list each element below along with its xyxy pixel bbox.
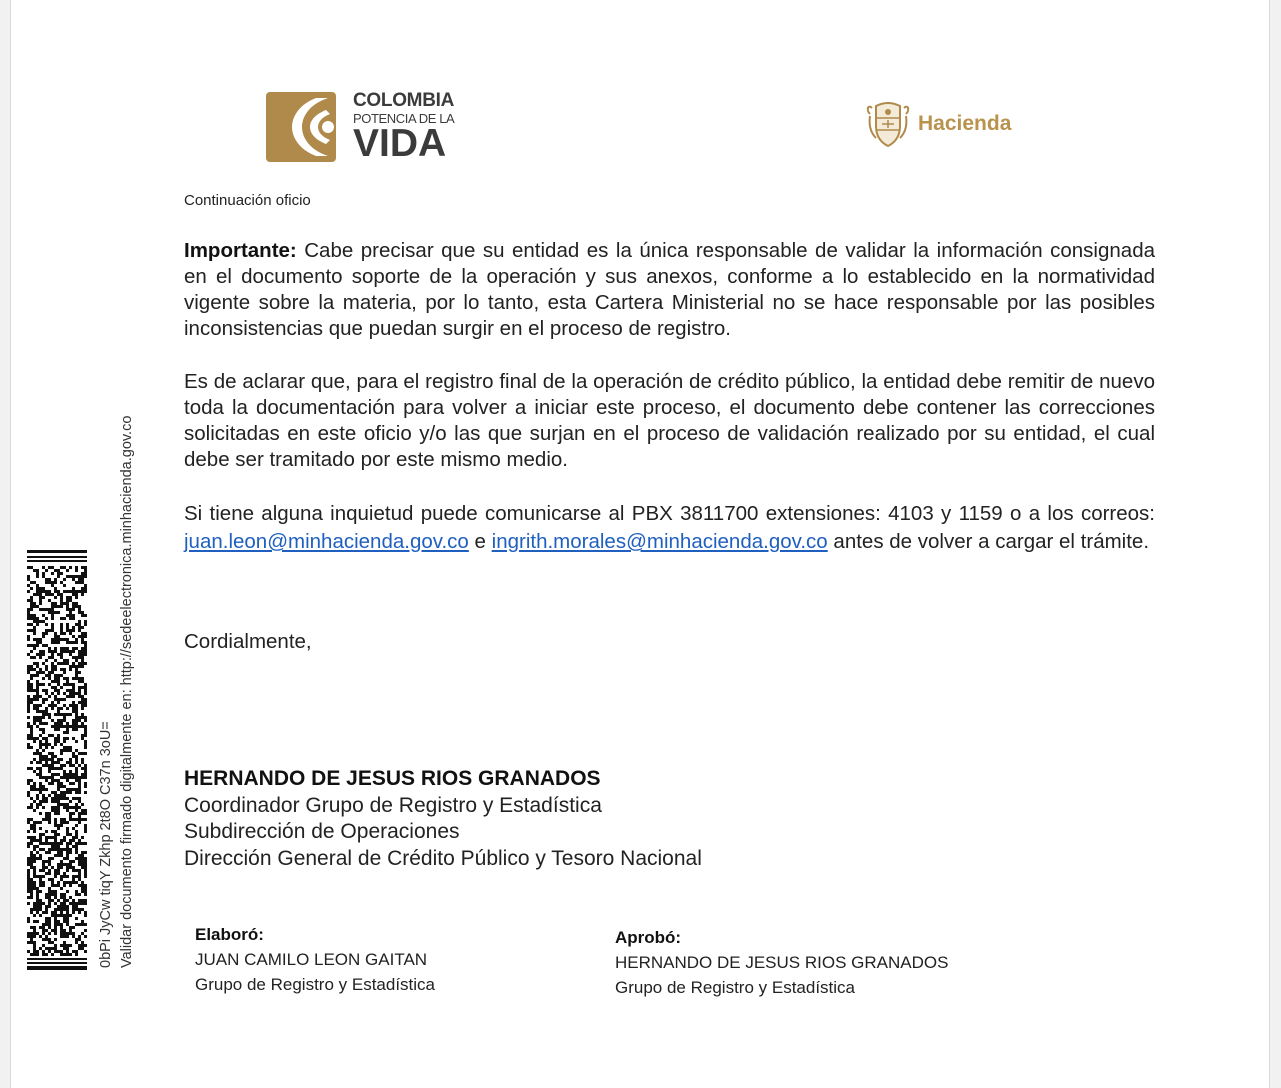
coat-of-arms-icon — [866, 100, 910, 150]
email-link-juan-leon[interactable]: juan.leon@minhacienda.gov.co — [184, 530, 469, 553]
paragraph-important — [184, 238, 1155, 342]
aprobo-name: HERNANDO DE JESUS RIOS GRANADOS — [615, 953, 949, 972]
colombia-potencia-vida-logo — [266, 88, 481, 164]
logo-mark-icon — [266, 92, 344, 162]
elaboro-group: Grupo de Registro y Estadística — [195, 975, 436, 994]
important-label: Importante: — [184, 239, 297, 262]
logo-line-3: VIDA — [353, 122, 447, 165]
elaboro-label: Elaboró: — [195, 925, 264, 944]
paragraph-clarification: Es de aclarar que, para el registro final de la operación de crédito público, la entidad debe remitir de nuevo toda la documentación para volver a iniciar este proceso, el documento debe contener las correcciones solicitadas en este oficio y/o las que surjan en el proceso de validación realizado por su entidad, el cual debe ser tramitado por este mismo medio. — [184, 370, 1155, 471]
signer-block — [184, 766, 702, 872]
aprobo-block — [615, 925, 948, 1000]
email-link-ingrith-morales[interactable]: ingrith.morales@minhacienda.gov.co — [491, 530, 828, 553]
elaboro-block — [195, 922, 435, 997]
hacienda-logo — [866, 98, 1036, 154]
validation-code-text: 0bPi JyCw tiqY Zkhp 2t8O C37n 3oU= — [98, 721, 114, 968]
aprobo-label: Aprobó: — [615, 928, 682, 947]
closing: Cordialmente, — [184, 630, 312, 653]
important-text: Cabe precisar que su entidad es la única responsable de validar la información consignada en el documento soporte de la operación y sus anexos, conforme a lo establecido en la normatividad vigente sobre la materia, por lo tanto, esta Cartera Ministerial no se hace responsable por las posibles inconsistencias que puedan surgir en el proceso de registro. — [184, 239, 1155, 340]
hacienda-logo-text: Hacienda — [918, 112, 1012, 135]
validation-url-text: Validar documento firmado digitalmente en: http://sedeelectronica.minhacienda.gov.co — [119, 415, 135, 968]
signer-name: HERNANDO DE JESUS RIOS GRANADOS — [184, 767, 601, 790]
logo-line-1: COLOMBIA — [353, 90, 455, 111]
contact-text-before: Si tiene alguna inquietud puede comunicarse al PBX 3811700 extensiones: 4103 y 1159 o a los correos: — [184, 502, 1155, 525]
signer-title-2: Subdirección de Operaciones — [184, 820, 460, 843]
reference-line: Continuación oficio — [184, 192, 311, 209]
signer-title-3: Dirección General de Crédito Público y Tesoro Nacional — [184, 846, 702, 870]
contact-text-after: antes de volver a cargar el trámite. — [827, 530, 1150, 553]
elaboro-name: JUAN CAMILO LEON GAITAN — [195, 950, 428, 969]
paragraph-contact — [184, 500, 1155, 556]
contact-text-mid: e — [468, 530, 492, 553]
signer-title-1: Coordinador Grupo de Registro y Estadística — [184, 793, 602, 817]
document-page — [10, 0, 1270, 1088]
logo-line-2: POTENCIA DE LA — [353, 111, 455, 126]
aprobo-group: Grupo de Registro y Estadística — [615, 978, 856, 997]
barcode-icon — [27, 550, 87, 970]
